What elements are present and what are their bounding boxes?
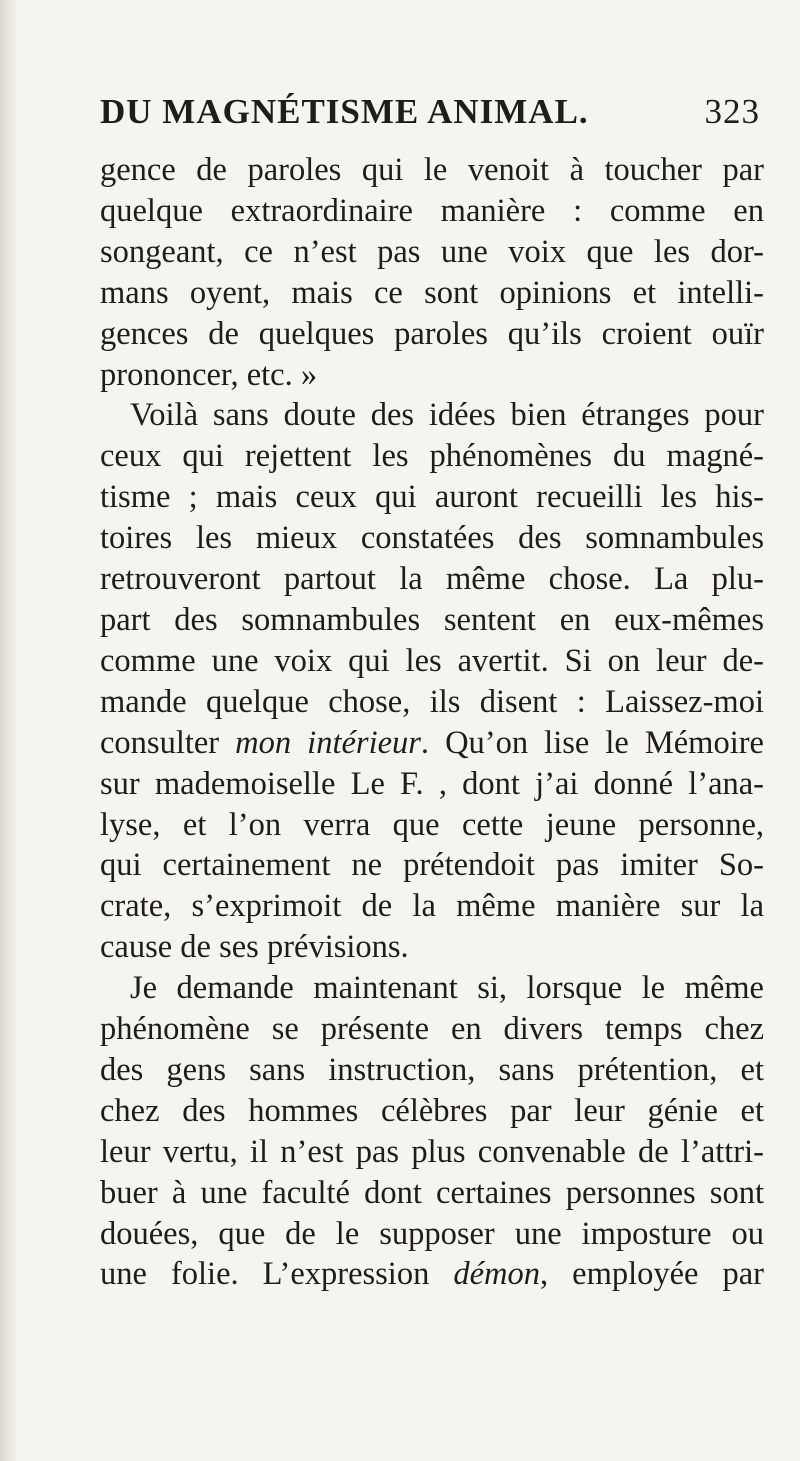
text-segment: . Qu’on lise le Mémoire	[420, 724, 764, 761]
text-line: gence de paroles qui le venoit à toucher par	[100, 152, 764, 188]
text-segment: consulter	[100, 724, 236, 761]
italic-phrase: mon intérieur	[235, 724, 421, 761]
running-title: DU MAGNÉTISME ANIMAL.	[100, 92, 589, 131]
page-number: 323	[704, 92, 760, 131]
text-line: lyse, et l’on verra que cette jeune personne,	[100, 806, 764, 843]
text-line: songeant, ce n’est pas une voix que les dor-	[100, 233, 764, 270]
text-line: cause de ses prévisions.	[100, 929, 409, 966]
text-line: toires les mieux constatées des somnambules	[100, 520, 764, 557]
text-line: ceux qui rejettent les phénomènes du magné-	[100, 438, 764, 475]
text-line: quelque extraordinaire manière : comme en	[100, 192, 764, 229]
text-line: retrouveront partout la même chose. La plu-	[100, 561, 764, 598]
text-line: qui certainement ne prétendoit pas imiter So-	[100, 847, 764, 884]
text-line: gences de quelques paroles qu’ils croient ouïr	[100, 315, 764, 352]
text-line: mande quelque chose, ils disent : Laissez-moi	[100, 683, 764, 720]
text-segment: , employée par	[540, 1256, 764, 1293]
paragraph-start-line: Je demande maintenant si, lorsque le même	[130, 970, 764, 1007]
text-line: chez des hommes célèbres par leur génie et	[100, 1092, 764, 1129]
body-text	[100, 150, 764, 1295]
text-line: mans oyent, mais ce sont opinions et intelli-	[100, 274, 764, 311]
text-segment: une folie. L’expression	[100, 1256, 454, 1293]
text-line: phénomène se présente en divers temps chez	[100, 1011, 764, 1048]
italic-phrase: démon	[453, 1256, 540, 1293]
binding-shadow	[0, 0, 18, 1461]
text-line	[100, 723, 764, 764]
text-line: prononcer, etc. »	[100, 356, 318, 393]
text-line: crate, s’exprimoit de la même manière sur la	[100, 888, 764, 925]
text-line: sur mademoiselle Le F. , dont j’ai donné l’ana-	[100, 765, 764, 802]
text-line: part des somnambules sentent en eux-mêmes	[100, 601, 764, 638]
text-line: buer à une faculté dont certaines personnes sont	[100, 1174, 764, 1211]
text-line: douées, que de le supposer une imposture ou	[100, 1215, 764, 1252]
paragraph-start-line: Voilà sans doute des idées bien étranges pour	[130, 397, 764, 434]
text-line: leur vertu, il n’est pas plus convenable de l’attri-	[100, 1133, 764, 1170]
text-line: comme une voix qui les avertit. Si on leur de-	[100, 642, 764, 679]
text-line: tisme ; mais ceux qui auront recueilli les his-	[100, 479, 764, 516]
text-line	[100, 1254, 764, 1295]
running-head	[100, 92, 760, 136]
text-line: des gens sans instruction, sans prétention, et	[100, 1051, 764, 1088]
